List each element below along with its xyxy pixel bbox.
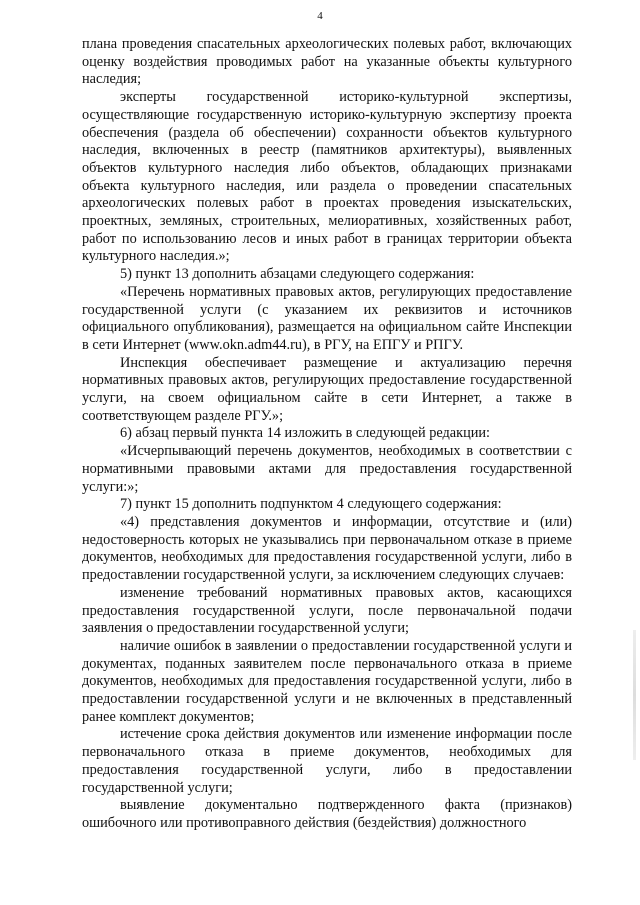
scan-edge-mark xyxy=(633,630,636,760)
paragraph-11: наличие ошибок в заявлении о предоставлении государственной услуги и документах, поданных заявителем после первоначального отказа в приеме документов, необходимых для предоставления государственной услуги, либо в предоставлении государственной услуги и не включенных в представленный ранее комплект документов; xyxy=(82,637,572,725)
page-number: 4 xyxy=(317,10,323,22)
document-body xyxy=(82,36,572,833)
paragraph-13: выявление документально подтвержденного факта (признаков) ошибочного или противоправного действия (бездействия) должностного xyxy=(82,797,572,831)
paragraph-5: Инспекция обеспечивает размещение и актуализацию перечня нормативных правовых актов, регулирующих предоставление государственной услуги, на своем официальном сайте в сети Интернет, а также в соответствующем разделе РГУ.»; xyxy=(82,354,572,424)
paragraph-2: эксперты государственной историко-культурной экспертизы, осуществляющие государственную историко-культурную экспертизу проекта обеспечения (раздела об обеспечении) сохранности объектов культурного наследия, включенных в реестр (памятников архитектуры), выявленных объектов культурного наследия либо объектов, обладающих признаками объекта культурного наследия, или раздела о проведении спасательных археологических полевых работ в проектах проведения изыскательских, проектных, земляных, строительных, мелиоративных, хозяйственных работ, работ по использованию лесов и иных работ в границах территории объекта культурного наследия.»; xyxy=(82,89,572,265)
paragraph-3: 5) пункт 13 дополнить абзацами следующего содержания: xyxy=(120,266,475,283)
paragraph-1: плана проведения спасательных археологических полевых работ, включающих оценку воздействия проводимых работ на указанные объекты культурного наследия; xyxy=(82,36,572,88)
paragraph-6: 6) абзац первый пункта 14 изложить в следующей редакции: xyxy=(120,425,491,442)
paragraph-8: 7) пункт 15 дополнить подпунктом 4 следующего содержания: xyxy=(120,496,502,513)
paragraph-9: «4) представления документов и информации, отсутствие и (или) недостоверность которых не указывались при первоначальном отказе в приеме документов, необходимых для предоставления государственной услуги, либо в предоставлении государственной услуги, за исключением следующих случаев: xyxy=(82,513,572,584)
paragraph-4: «Перечень нормативных правовых актов, регулирующих предоставление государственной услуги (с указанием их реквизитов и источников официального опубликования), размещается на официальном сайте Инспекции в сети Интернет (www.okn.adm44.ru), в РГУ, на ЕПГУ и РПГУ. xyxy=(82,283,572,353)
paragraph-12: истечение срока действия документов или изменение информации после первоначального отказа в приеме документов, необходимых для предоставления государственной услуги, либо в предоставлении государственной услуги; xyxy=(82,726,572,796)
paragraph-10: изменение требований нормативных правовых актов, касающихся предоставления государственной услуги, после первоначальной подачи заявления о предоставлении государственной услуги; xyxy=(82,584,572,637)
paragraph-7: «Исчерпывающий перечень документов, необходимых в соответствии с нормативными правовыми актами для предоставления государственной услуги:»; xyxy=(82,443,572,495)
